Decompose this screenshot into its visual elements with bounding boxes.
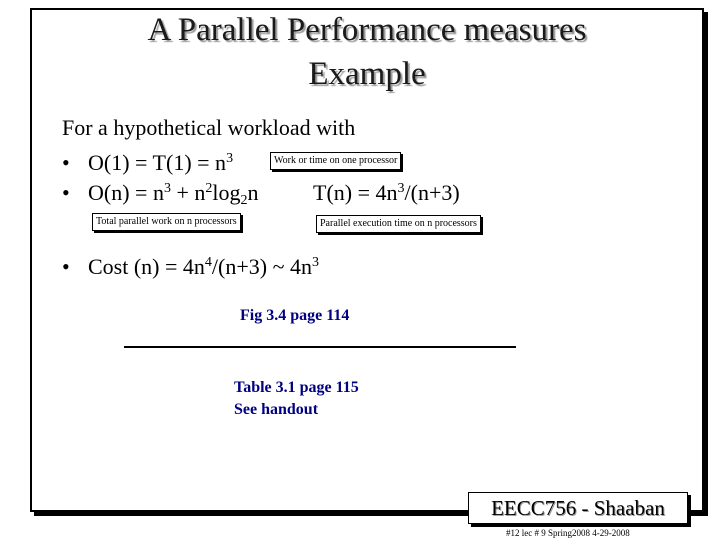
parallel-time-formula: $T(n) = 4n^3/(n+3)$ bbox=[313, 180, 460, 205]
note-parallel-execution-time: Parallel execution time on n processors bbox=[316, 215, 481, 233]
bullet-3-marker: • bbox=[62, 254, 70, 279]
slide-title-line-1: A Parallel Performance measures bbox=[147, 12, 587, 48]
cost-formula: Cost $(n) = 4n^4/(n+3)$ ~ $4n^3$ bbox=[88, 254, 319, 279]
note-work-one-processor: Work or time on one processor bbox=[270, 152, 401, 170]
divider-line bbox=[124, 346, 516, 348]
bullet-2-text: $O(n) = n^3 + n^2\log_2n$ bbox=[88, 180, 259, 208]
slide-footer: #12 lec # 9 Spring2008 4-29-2008 bbox=[506, 528, 630, 538]
bullet-1-text: $O(1) = T(1) = n^3$ bbox=[88, 150, 234, 175]
intro-text: For a hypothetical workload with bbox=[62, 115, 356, 140]
figure-reference: Fig 3.4 page 114 bbox=[240, 307, 350, 324]
course-badge: EECC756 - Shaaban bbox=[468, 492, 688, 524]
note-total-parallel-work: Total parallel work on n processors bbox=[92, 213, 241, 231]
table-reference: Table 3.1 page 115 bbox=[234, 379, 359, 396]
bullet-2-marker: • bbox=[62, 180, 70, 205]
slide-title-line-2: Example bbox=[308, 56, 426, 92]
handout-note: See handout bbox=[234, 401, 319, 418]
bullet-1-marker: • bbox=[62, 150, 70, 175]
